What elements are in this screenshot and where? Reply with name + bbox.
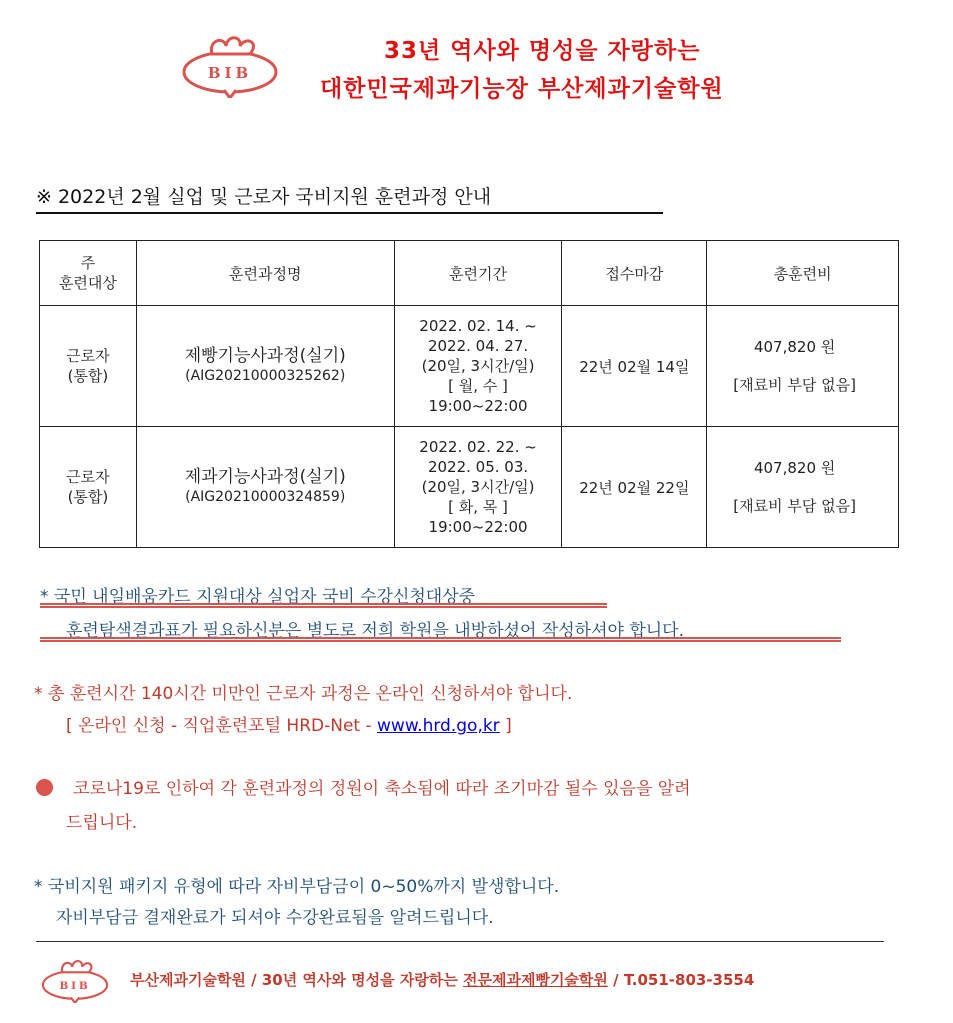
- course-table: [39, 240, 899, 548]
- course-name: 제빵기능사과정(실기): [184, 346, 346, 366]
- notice-self-payment: * 국비지원 패키지 유형에 따라 자비부담금이 0~50%까지 발생합니다.: [34, 877, 560, 897]
- footer-divider: [36, 941, 884, 942]
- header-course: 훈련과정명: [136, 241, 394, 306]
- cell-target: 근로자 (통합): [40, 306, 137, 427]
- footer-info: 부산제과기술학원 / 30년 역사와 명성을 자랑하는 전문제과제빵기술학원 / T.051-803-3554: [130, 971, 755, 989]
- course-code: (AIG20210000325262): [185, 368, 346, 384]
- table-row: [40, 306, 899, 427]
- cell-course: [136, 427, 394, 548]
- notice-online-apply-detail: [ 온라인 신청 - 직업훈련포털 HRD-Net - www.hrd.go,kr ]: [66, 716, 512, 736]
- notice-underline: [40, 637, 841, 642]
- bib-logo-small: [36, 957, 114, 1003]
- notice-underline: [40, 603, 607, 608]
- notice-covid: 코로나19로 인하여 각 훈련과정의 정원이 축소됨에 따라 조기마감 될수 있음을 알려: [36, 774, 691, 799]
- logo-text: BIB: [207, 64, 253, 82]
- logo-small-text: BIB: [59, 980, 91, 993]
- header-target: 주 훈련대상: [40, 241, 137, 306]
- cell-course: [136, 306, 394, 427]
- table-header-row: [40, 241, 899, 306]
- notice-self-payment-detail: 자비부담금 결재완료가 되셔야 수강완료됨을 알려드립니다.: [56, 908, 494, 928]
- cell-deadline: 22년 02월 14일: [562, 306, 707, 427]
- header-tagline: 33년 역사와 명성을 자랑하는: [384, 38, 701, 64]
- header-academy-name: 대한민국제과기능장 부산제과기술학원: [320, 76, 724, 102]
- hrd-net-link[interactable]: www.hrd.go,kr: [377, 716, 500, 736]
- course-name: 제과기능사과정(실기): [184, 467, 346, 487]
- cell-period: 2022. 02. 22. ~ 2022. 05. 03. (20일, 3시간/일) [ 화, 목 ] 19:00~22:00: [394, 427, 562, 548]
- section-title: ※ 2022년 2월 실업 및 근로자 국비지원 훈련과정 안내: [36, 182, 663, 214]
- cell-target: 근로자 (통합): [40, 427, 137, 548]
- bullet-dot-icon: [36, 779, 53, 796]
- bib-logo: [180, 32, 280, 98]
- header-period: 훈련기간: [394, 241, 562, 306]
- cell-fee: 407,820 원 [재료비 부담 없음]: [707, 427, 899, 548]
- header-fee: 총훈련비: [707, 241, 899, 306]
- header-deadline: 접수마감: [562, 241, 707, 306]
- notice-card-holders: * 국민 내일배움카드 지원대상 실업자 국비 수강신청대상중: [40, 587, 476, 607]
- cell-period: 2022. 02. 14. ~ 2022. 04. 27. (20일, 3시간/일) [ 월, 수 ] 19:00~22:00: [394, 306, 562, 427]
- table-row: [40, 427, 899, 548]
- cell-deadline: 22년 02월 22일: [562, 427, 707, 548]
- cell-fee: 407,820 원 [재료비 부담 없음]: [707, 306, 899, 427]
- notice-card-holders-detail: 훈련탐색결과표가 필요하신분은 별도로 저희 학원을 내방하셨어 작성하셔야 합니다.: [66, 621, 684, 641]
- notice-covid-continued: 드립니다.: [66, 813, 138, 833]
- course-code: (AIG20210000324859): [185, 489, 346, 505]
- notice-online-apply: * 총 훈련시간 140시간 미만인 근로자 과정은 온라인 신청하셔야 합니다.: [34, 684, 573, 704]
